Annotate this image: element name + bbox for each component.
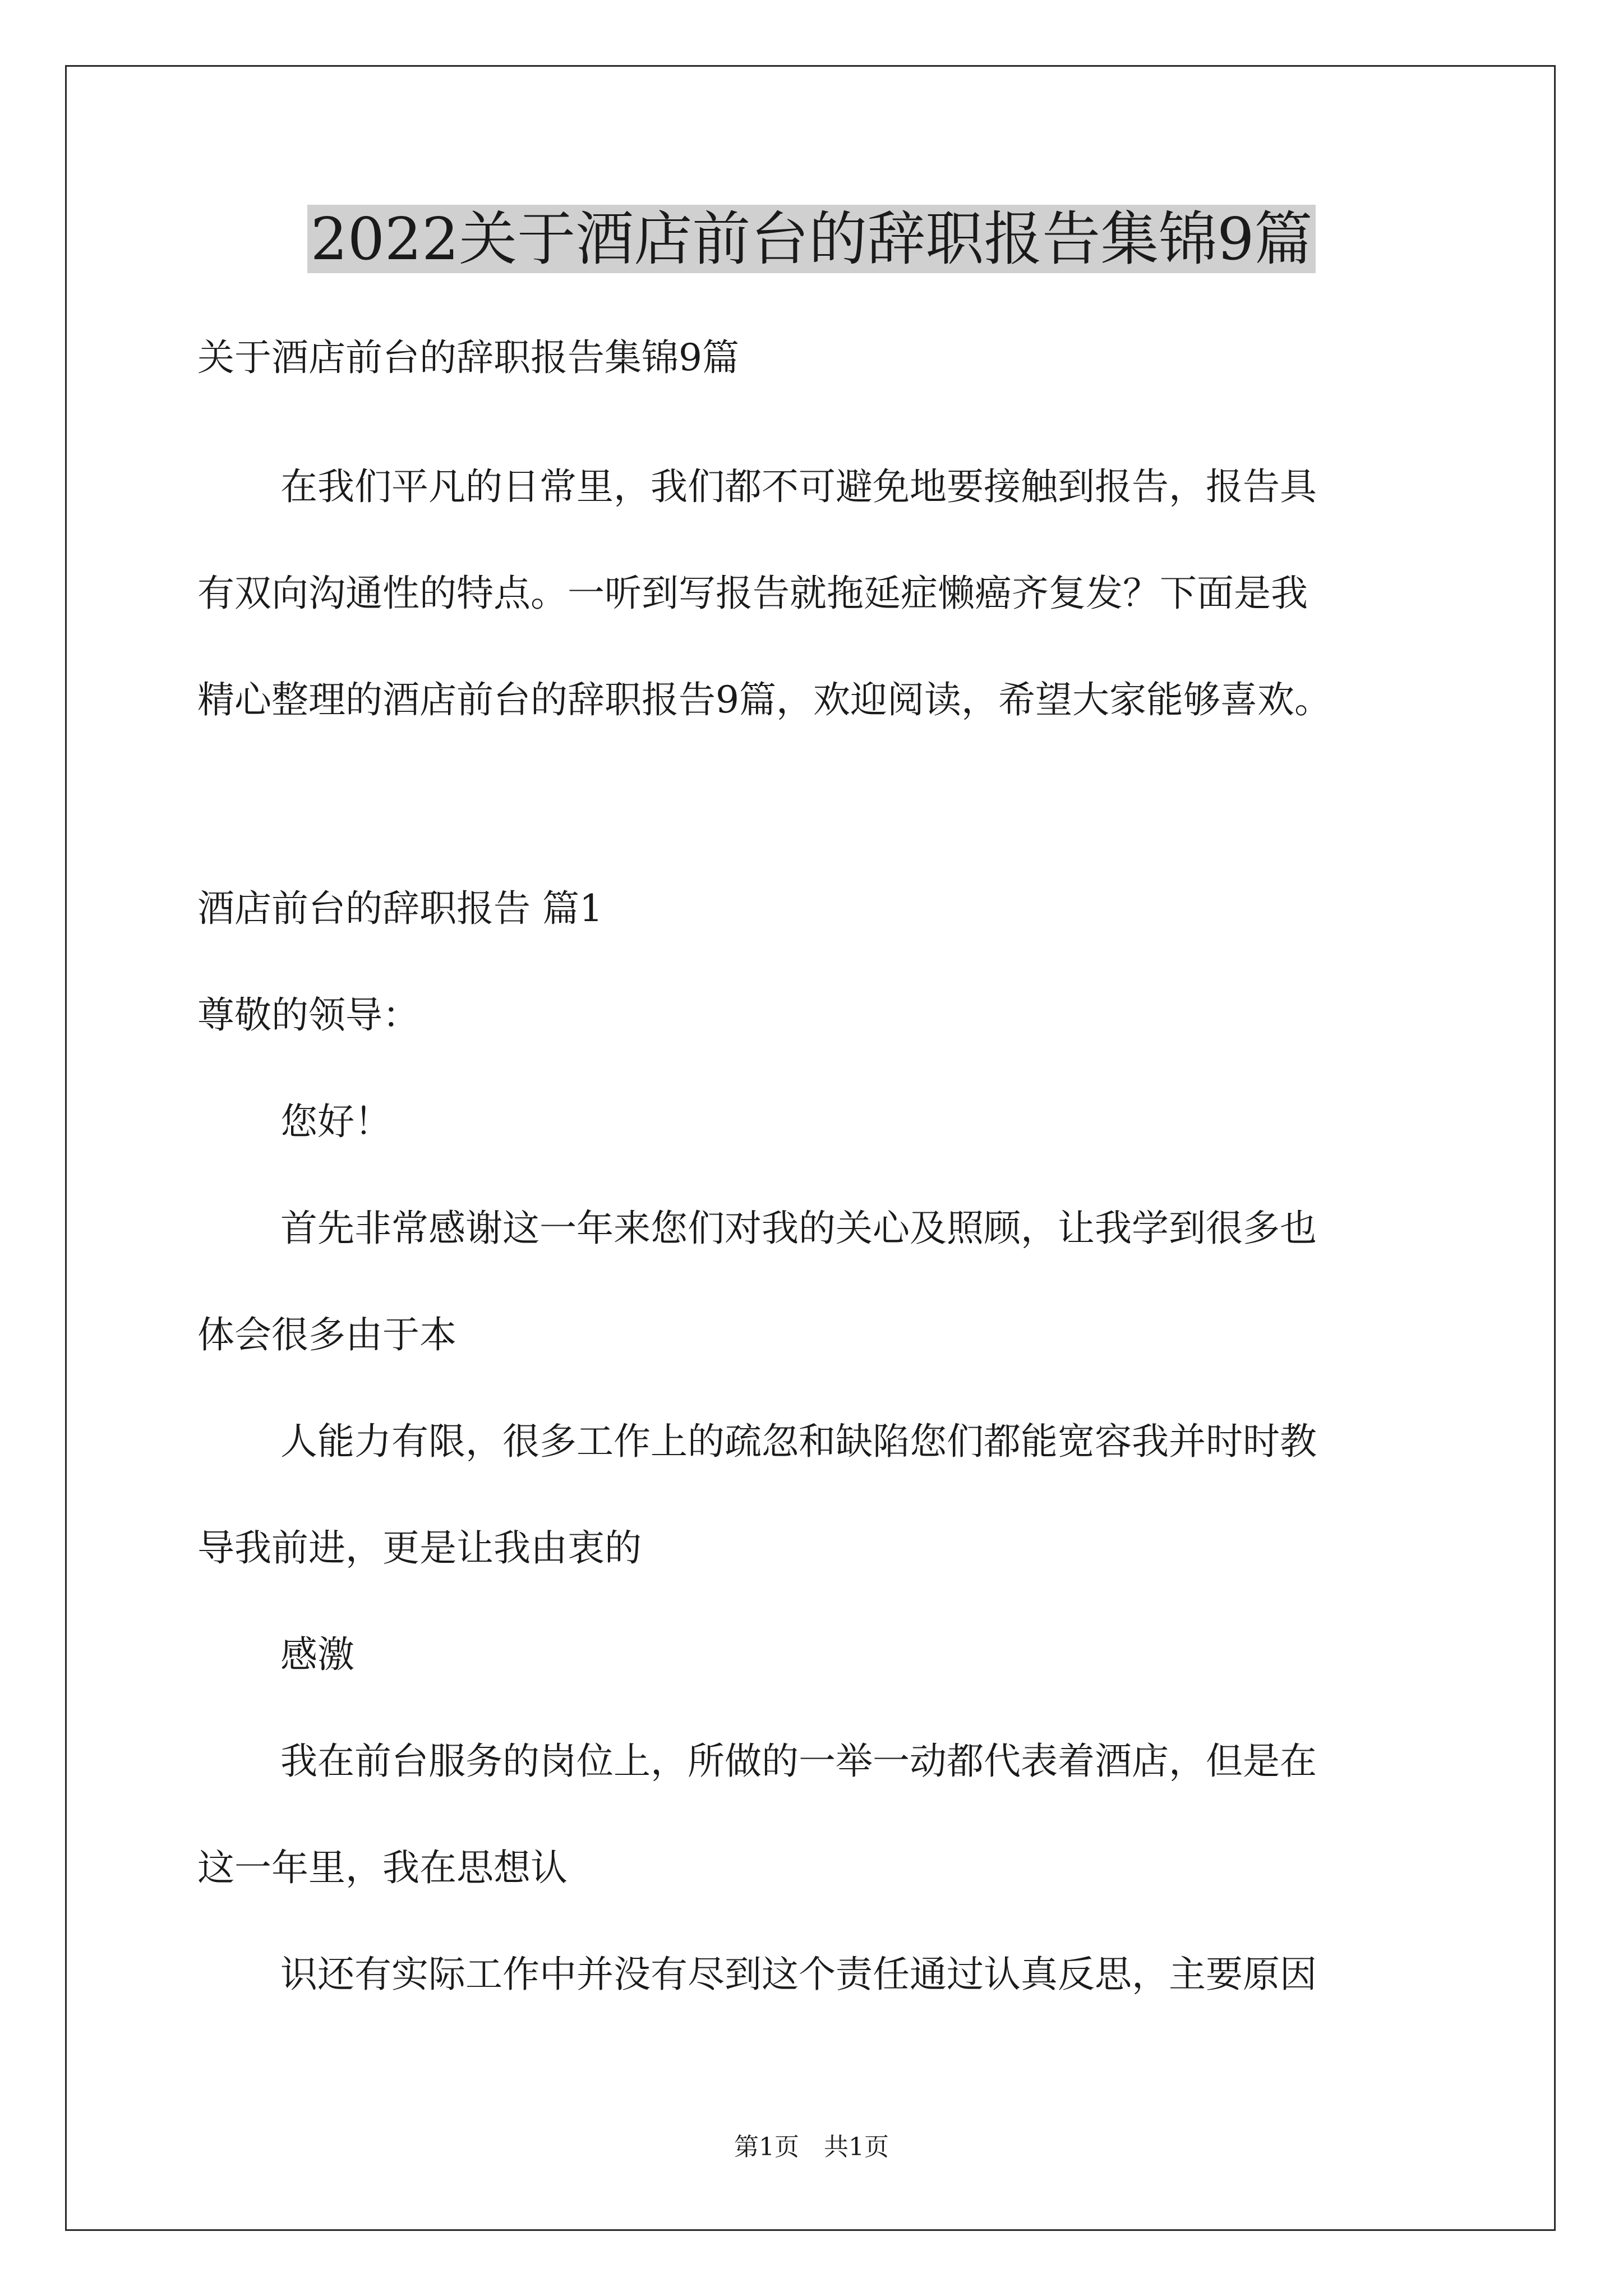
paragraph-line: 我在前台服务的岗位上，所做的一举一动都代表着酒店，但是在 bbox=[280, 1740, 1317, 1783]
paragraph-line: 有双向沟通性的特点。一听到写报告就拖延症懒癌齐复发？下面是我 bbox=[197, 572, 1308, 615]
paragraph-line: 在我们平凡的日常里，我们都不可避免地要接触到报告，报告具 bbox=[280, 465, 1317, 508]
paragraph-line: 感激 bbox=[280, 1633, 354, 1676]
page-number-footer: 第1页 共1页 bbox=[734, 2133, 889, 2161]
paragraph-line: 识还有实际工作中并没有尽到这个责任通过认真反思，主要原因 bbox=[280, 1953, 1317, 1996]
subtitle-line: 关于酒店前台的辞职报告集锦9篇 bbox=[197, 336, 739, 379]
title-text: 2022关于酒店前台的辞职报告集锦9篇 bbox=[307, 205, 1316, 273]
document-title bbox=[0, 197, 1623, 280]
greeting-line: 您好！ bbox=[280, 1100, 391, 1143]
paragraph-line: 精心整理的酒店前台的辞职报告9篇，欢迎阅读，希望大家能够喜欢。 bbox=[197, 678, 1331, 721]
paragraph-line: 体会很多由于本 bbox=[197, 1313, 457, 1356]
salutation-line: 尊敬的领导： bbox=[197, 993, 419, 1037]
paragraph-line: 首先非常感谢这一年来您们对我的关心及照顾，让我学到很多也 bbox=[280, 1207, 1317, 1250]
paragraph-line: 人能力有限，很多工作上的疏忽和缺陷您们都能宽容我并时时教 bbox=[280, 1420, 1317, 1463]
section-heading: 酒店前台的辞职报告 篇1 bbox=[197, 887, 603, 930]
paragraph-line: 导我前进，更是让我由衷的 bbox=[197, 1526, 642, 1570]
paragraph-line: 这一年里，我在思想认 bbox=[197, 1846, 568, 1889]
